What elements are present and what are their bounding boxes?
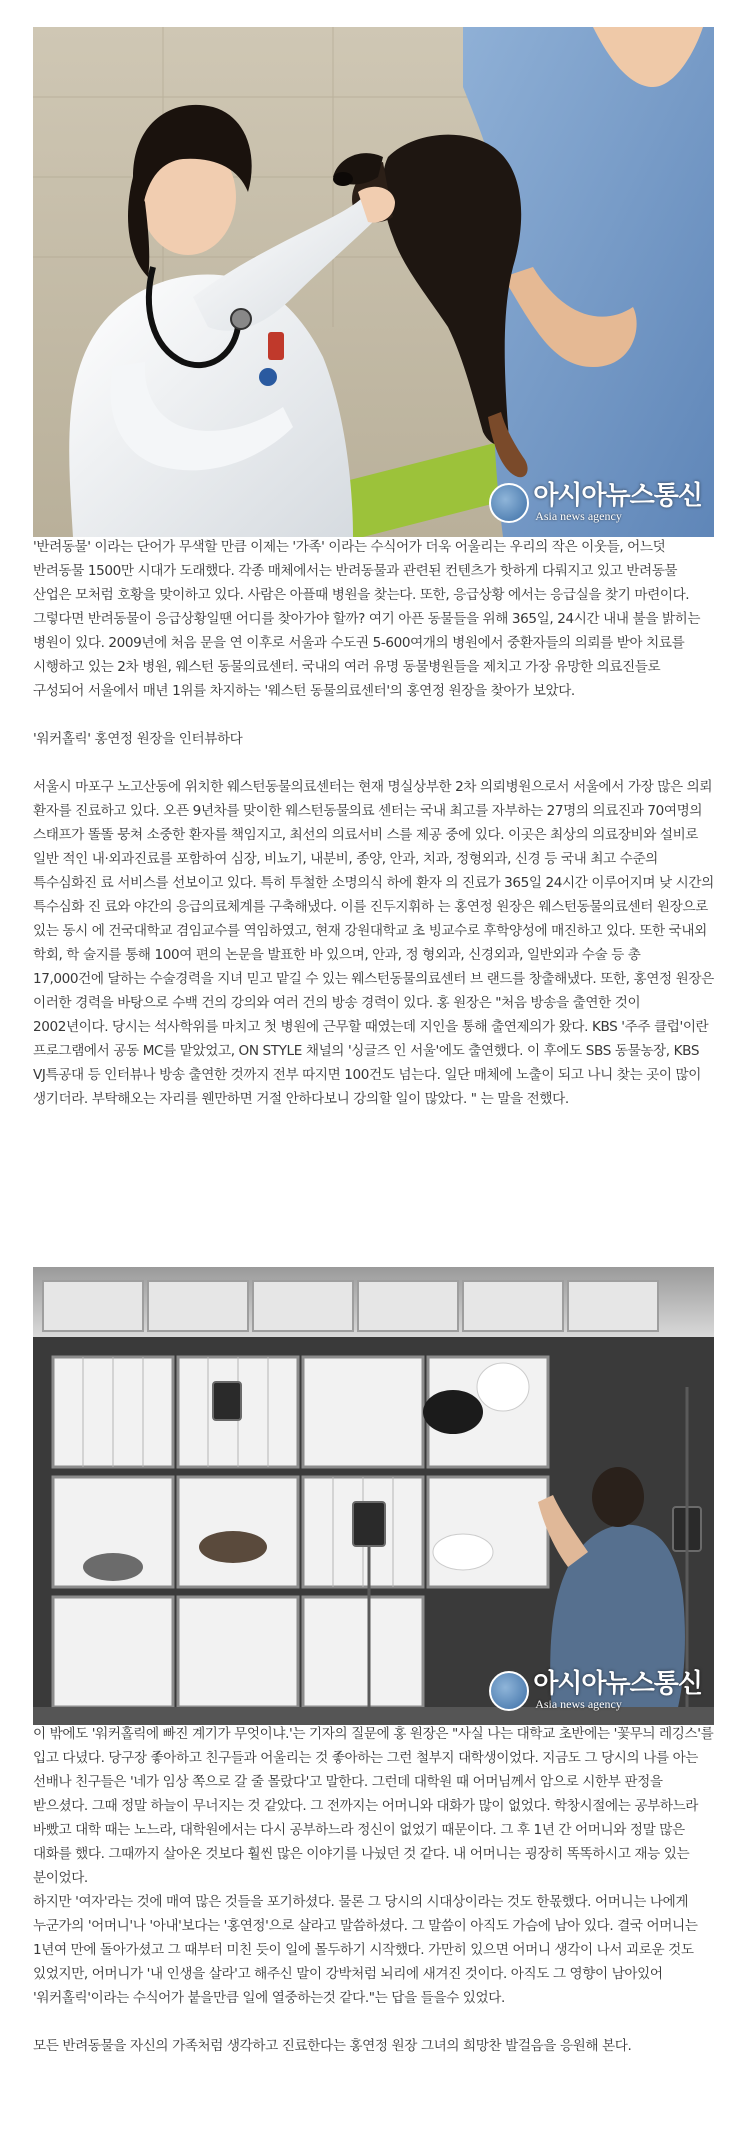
watermark-english: Asia news agency <box>535 509 622 523</box>
watermark-2 <box>489 1670 702 1711</box>
body-paragraph-2: 이 밖에도 '워커홀릭에 빠진 계기가 무엇이냐.'는 기자의 질문에 홍 원장은 "사실 나는 대학교 초반에는 '꽃무늬 레깅스'를 입고 다녔다. 당구장 좋아하고 친구들과 어울리는 것 좋아하는 그런 철부지 대학생이었다. 지금도 그 당시의 나를 아는 선배나 친구들은 '네가 임상 쪽으로 갈 줄 몰랐다'고 말한다. 그런데 대학원 때 어머님께서 암으로 시한부 판정을 받으셨다. 그때 정말 하늘이 무너지는 것 같았다. 그 전까지는 어머니와 대화가 많이 없었다. 학창시절에는 공부하느라 바빴고 대학 때는 노느라, 대학원에서는 다시 공부하느라 정신이 없었기 때문이다. 그 후 1년 간 어머니와 정말 많은 대화를 했다. 그때까지 살아온 것보다 훨씬 많은 이야기를 나눴던 것 같다. 내 어머니는 굉장히 똑똑하시고 재능 있는 분이었다. <box>33 1726 714 1886</box>
globe-logo-icon-2 <box>489 1671 529 1711</box>
closing-paragraph: 모든 반려동물을 자신의 가족처럼 생각하고 진료한다는 홍연정 원장 그녀의 희망찬 발걸음을 응원해 본다. <box>33 2038 632 2054</box>
globe-logo-icon <box>489 483 529 523</box>
intro-paragraph: '반려동물' 이라는 단어가 무색할 만큼 이제는 '가족' 이라는 수식어가 더욱 어울리는 우리의 작은 이웃들, 어느덧 반려동물 1500만 시대가 도래했다. 각종 매체에서는 반려동물과 관련된 컨텐츠가 핫하게 다뤄지고 있고 반려동물 산업은 모처럼 호황을 맞이하고 있다. 사람은 아플때 병원을 찾는다. 또한, 응급상황 에서는 응급실을 찾기 마련이다. 그렇다면 반려동물이 응급상황일땐 어디를 찾아가야 할까? 여기 아픈 동물들을 위해 365일, 24시간 내내 불을 밝히는 병원이 있다. 2009년에 처음 문을 연 이후로 서울과 수도권 5-600여개의 병원에서 중환자들의 의뢰를 받아 치료를 시행하고 있는 2차 병원, 웨스턴 동물의료센터. 국내의 여러 유명 동물병원들을 제치고 가장 유망한 의료진들로 구성되어 서울에서 매년 1위를 차지하는 '웨스턴 동물의료센터'의 홍연정 원장을 찾아가 보았다. <box>33 539 701 699</box>
body-paragraph-3: 하지만 '여자'라는 것에 매여 많은 것들을 포기하셨다. 물론 그 당시의 시대상이라는 것도 한몫했다. 어머니는 나에게 누군가의 '어머니'나 '아내'보다는 '홍연정'으로 살라고 말씀하셨다. 그 말씀이 아직도 가슴에 남아 있다. 결국 어머니는 1년여 만에 돌아가셨고 그 때부터 미친 듯이 일에 몰두하기 시작했다. 가만히 있으면 어머니 생각이 나서 괴로운 것도 있었지만, 어머니가 '내 인생을 살라'고 해주신 말이 강박처럼 뇌리에 새겨진 것이다. 아직도 그 영향이 남아있어 '워커홀릭'이라는 수식어가 붙을만큼 일에 열중하는것 같다."는 답을 들을수 있었다. <box>33 1894 698 2006</box>
interview-subheading: '워커홀릭' 홍연정 원장을 인터뷰하다 <box>33 731 243 747</box>
watermark-korean-2: 아시아뉴스통신 <box>533 1669 702 1699</box>
kennels-illustration <box>33 1267 714 1725</box>
watermark-english-2: Asia news agency <box>535 1697 622 1711</box>
watermark <box>489 482 702 523</box>
hospital-kennels-photo <box>33 1267 714 1725</box>
watermark-korean: 아시아뉴스통신 <box>533 481 702 511</box>
vet-examining-dog-illustration <box>33 27 714 537</box>
body-paragraph-1: 서울시 마포구 노고산동에 위치한 웨스턴동물의료센터는 현재 명실상부한 2차 의뢰병원으로서 서울에서 가장 많은 의뢰 환자를 진료하고 있다. 오픈 9년차를 맞이한 웨스턴동물의료 센터는 국내 최고를 자부하는 27명의 의료진과 70여명의 스태프가 똘똘 뭉쳐 소중한 환자를 책임지고, 최선의 의료서비 스를 제공 중에 있다. 이곳은 최상의 의료장비와 설비로 일반 적인 내·외과진료를 포함하여 심장, 비뇨기, 내분비, 종양, 안과, 치과, 정형외과, 신경 등 국내 최고 수준의 특수심화진 료 서비스를 선보이고 있다. 특히 투철한 소명의식 하에 환자 의 진료가 365일 24시간 이루어지며 낮 시간의 특수심화 진 료와 야간의 응급의료체계를 구축해냈다. 이를 진두지휘하 는 홍연정 원장은 웨스턴동물의료센터 원장으로 있는 동시 에 건국대학교 겸임교수를 역임하였고, 현재 강원대학교 초 빙교수로 후학양성에 매진하고 있다. 또한 국내외 학회, 학 술지를 통해 100여 편의 논문을 발표한 바 있으며, 안과, 정 형외과, 신경외과, 일반외과 수술 등 총 17,000건에 달하는 수술경력을 지녀 믿고 맡길 수 있는 웨스턴동물의료센터 브 랜드를 창출해냈다. 또한, 홍연정 원장은 이러한 경력을 바탕으로 수백 건의 강의와 여러 건의 방송 경력이 있다. 홍 원장은 "처음 방송을 출연한 것이 2002년이다. 당시는 석사학위를 마치고 첫 병원에 근무할 때였는데 지인을 통해 출연제의가 왔다. KBS '주주 클럽'이란 프로그램에서 공동 MC를 맡았었고, ON STYLE 채널의 '싱글즈 인 서울'에도 출연했다. 이 후에도 SBS 동물농장, KBS VJ특공대 등 인터뷰나 방송 출연한 것까지 전부 따지면 100건도 넘는다. 일단 매체에 노출이 되고 나니 찾는 곳이 많이 생기더라. 부탁해오는 자리를 웬만하면 거절 안하다보니 강의할 일이 많았다. " 는 말을 전했다. <box>33 779 714 1107</box>
vet-examining-dog-photo <box>33 27 714 537</box>
article-text-bottom <box>33 1722 714 2058</box>
article-text-top <box>33 535 714 1111</box>
